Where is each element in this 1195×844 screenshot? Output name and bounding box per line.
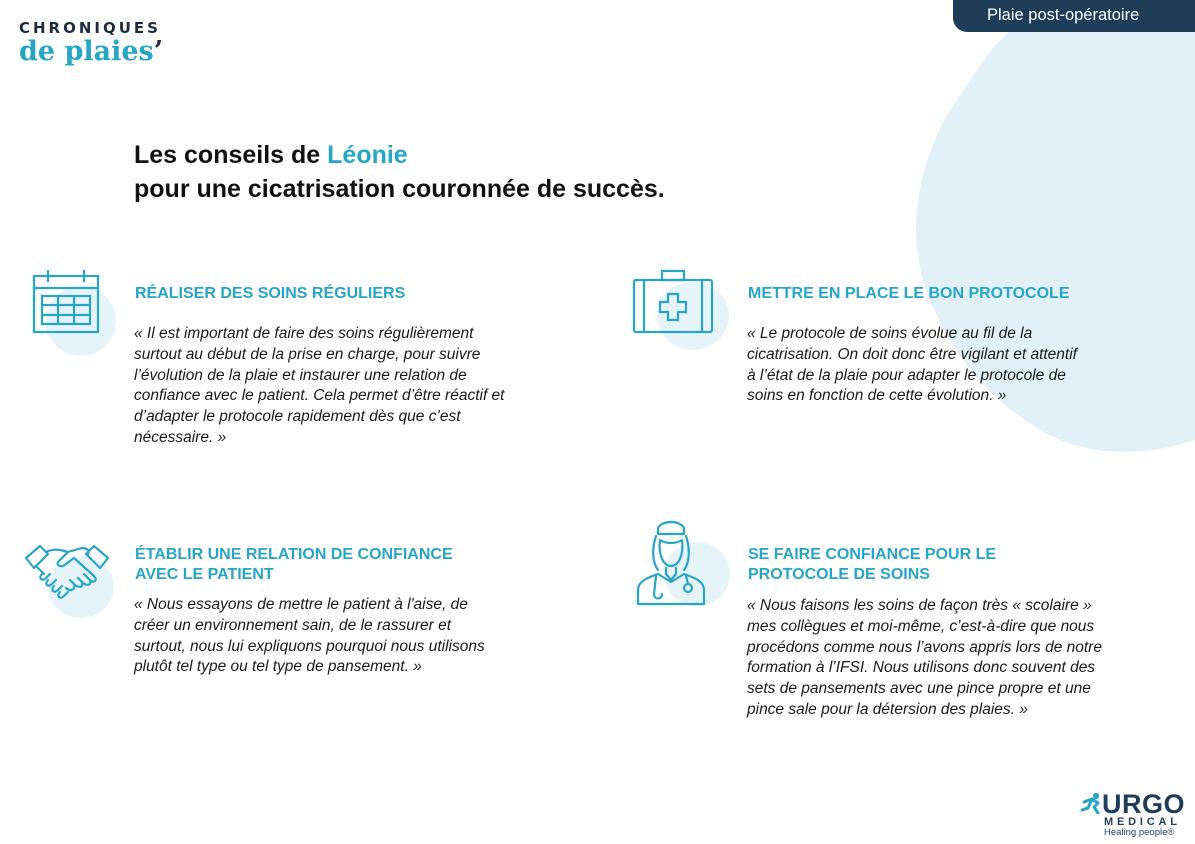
urgo-medical-logo	[1080, 790, 1190, 840]
logo-sub: MEDICAL	[1104, 816, 1181, 828]
medical-kit-icon	[632, 268, 714, 334]
calendar-icon	[30, 268, 102, 336]
section-heading: ÉTABLIR UNE RELATION DE CONFIANCE AVEC LE PATIENT	[135, 546, 453, 583]
section-heading: RÉALISER DES SOINS RÉGULIERS	[135, 285, 406, 302]
runner-icon	[1080, 792, 1104, 814]
section-heading: METTRE EN PLACE LE BON PROTOCOLE	[748, 285, 1070, 302]
category-tag: Plaie post-opératoire	[953, 0, 1195, 32]
title-line2: pour une cicatrisation couronnée de succès.	[134, 175, 665, 203]
title-prefix: Les conseils de	[134, 141, 328, 169]
section-quote: « Nous essayons de mettre le patient à l'aise, de créer un environnement sain, de le rassurer et surtout, nous lui expliquons pourquoi nous utilisons plutôt tel type ou tel type de pansement. »	[134, 596, 485, 676]
brand-line1: CHRONIQUES	[19, 19, 161, 37]
section-quote: « Il est important de faire des soins régulièrement surtout au début de la prise en charge, pour suivre l’évolution de la plaie et instaurer une relation de confiance avec le patient. Cela permet d’être réactif et d’adapter le protocole rapidement dès que c’est nécessaire. »	[134, 325, 505, 446]
nurse-icon	[636, 518, 706, 606]
logo-tagline: Healing people®	[1104, 827, 1175, 838]
brand-logo	[19, 20, 163, 67]
brand-comma: ’	[153, 36, 164, 67]
page-title	[134, 138, 665, 206]
logo-name: URGO	[1102, 789, 1185, 819]
brand-line2-text: de plaies	[19, 36, 154, 67]
section-heading: SE FAIRE CONFIANCE POUR LE PROTOCOLE DE SOINS	[748, 546, 997, 583]
brand-line2	[19, 37, 163, 67]
section-quote: « Le protocole de soins évolue au fil de la cicatrisation. On doit donc être vigilant et attentif à l’état de la plaie pour adapter le protocole de soins en fonction de cette évolution. »	[747, 325, 1077, 405]
handshake-icon	[24, 540, 110, 606]
section-quote: « Nous faisons les soins de façon très « scolaire » mes collègues et moi-même, c’est-à-dire que nous procédons comme nous l’avons appris lors de notre formation à l’IFSI. Nous utilisons donc souvent des sets de pansements avec une pince propre et une pince sale pour la détersion des plaies. »	[747, 597, 1102, 718]
title-name: Léonie	[327, 141, 408, 169]
